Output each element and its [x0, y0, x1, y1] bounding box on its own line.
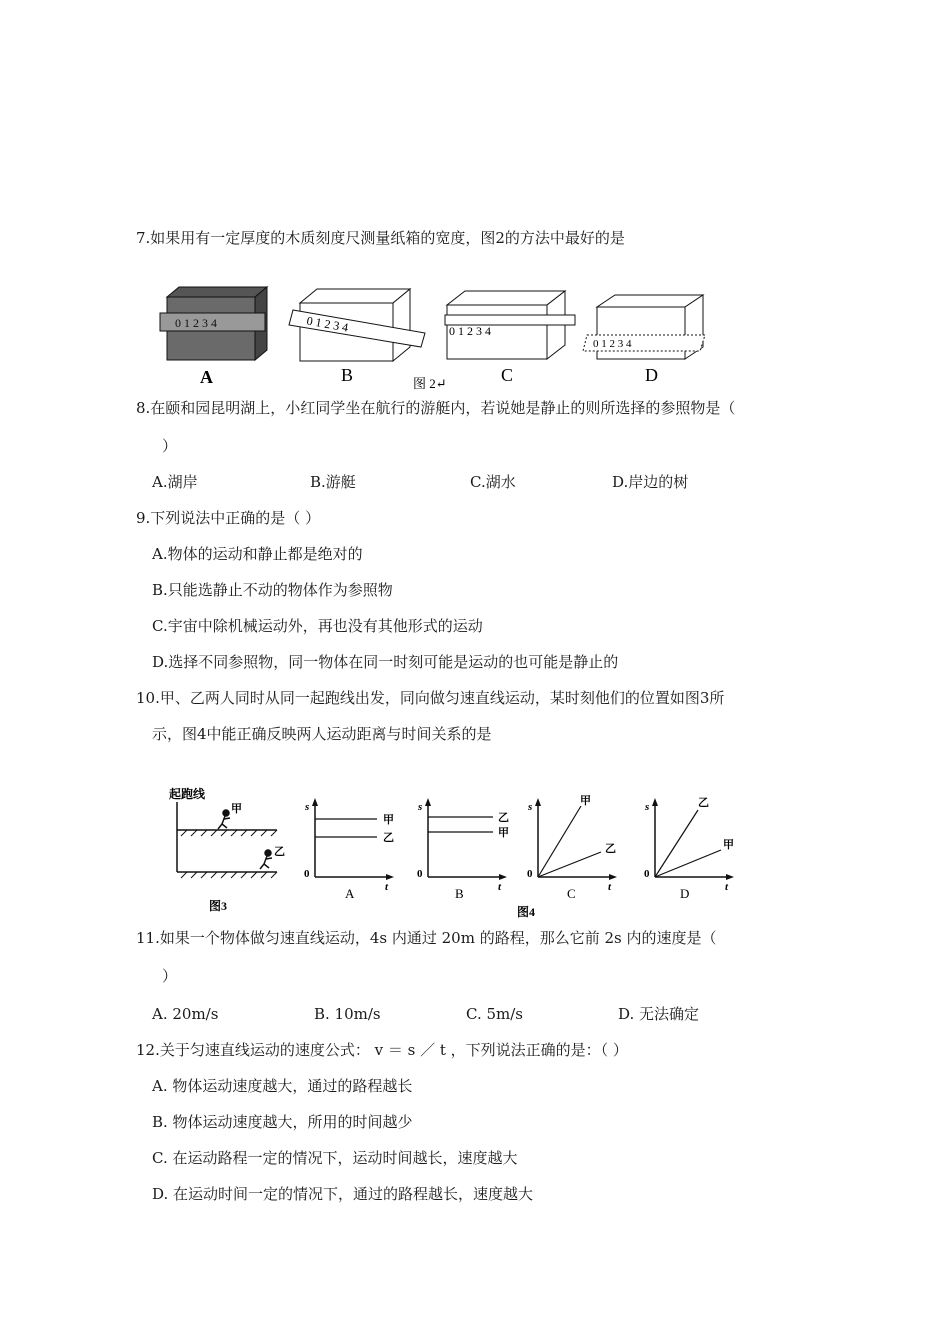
q11-option-c: C. 5m/s: [466, 1005, 523, 1023]
q12-option-d: D. 在运动时间一定的情况下，通过的路程越长，速度越大: [152, 1185, 534, 1203]
graph-b-top-label: 乙: [498, 812, 509, 824]
runner-jia-icon: [218, 810, 230, 829]
figure-2-option-d: [583, 295, 705, 385]
graph-d-origin: 0: [644, 868, 650, 880]
graph-a-origin: 0: [304, 868, 310, 880]
q11-option-b: B. 10m/s: [314, 1005, 381, 1023]
figure-2-option-a: [160, 287, 267, 387]
fig3-yi-label: 乙: [274, 846, 285, 858]
graph-b-t-label: t: [498, 881, 502, 893]
graph-c-t-label: t: [608, 881, 612, 893]
graph-a-label: A: [345, 886, 355, 901]
q7-stem: 7.如果用有一定厚度的木质刻度尺测量纸箱的宽度，图2的方法中最好的是: [136, 229, 625, 247]
graph-b-origin: 0: [417, 868, 423, 880]
q11-option-a: A. 20m/s: [152, 1005, 219, 1023]
figure-2-caption: 图 2↵: [413, 376, 447, 390]
q12-option-a: A. 物体运动速度越大，通过的路程越长: [152, 1077, 413, 1095]
svg-text:0 1 2 3 4: 0 1 2 3 4: [175, 316, 217, 330]
fig3-caption: 图3: [209, 899, 228, 913]
q12-option-b: B. 物体运动速度越大，所用的时间越少: [152, 1113, 413, 1131]
figure-4-graph-d: [644, 796, 734, 901]
graph-a-s-label: s: [305, 801, 310, 813]
q10-stem: 10.甲、乙两人同时从同一起跑线出发，同向做匀速直线运动，某时刻他们的位置如图3所: [136, 689, 725, 707]
graph-c-bottom-label: 乙: [605, 843, 616, 855]
graph-d-s-label: s: [645, 801, 650, 813]
graph-a-bottom-label: 乙: [383, 832, 394, 844]
figure-2-ruler-methods: [155, 285, 715, 390]
q9-option-c: C.宇宙中除机械运动外，再也没有其他形式的运动: [152, 617, 483, 635]
fig3-jia-label: 甲: [231, 803, 242, 815]
graph-c-origin: 0: [527, 868, 533, 880]
graph-c-top-label: 甲: [580, 795, 591, 807]
q11-option-d: D. 无法确定: [618, 1005, 700, 1023]
graph-d-top-label: 乙: [698, 797, 709, 809]
q10-stem-cont: 示，图4中能正确反映两人运动距离与时间关系的是: [152, 725, 492, 743]
figure-4-graph-b: [417, 798, 509, 901]
label-d: D: [645, 365, 658, 385]
graph-d-bottom-label: 甲: [723, 839, 734, 851]
graph-a-top-label: 甲: [383, 814, 394, 826]
graph-a-t-label: t: [385, 881, 389, 893]
q12-option-c: C. 在运动路程一定的情况下，运动时间越长，速度越大: [152, 1149, 518, 1167]
graph-d-label: D: [680, 886, 690, 901]
start-line-label: 起跑线: [169, 787, 206, 801]
graph-b-label: B: [455, 886, 464, 901]
graph-b-bottom-label: 甲: [498, 827, 509, 839]
figure-2-option-b: [289, 289, 425, 385]
figure-2-option-c: [445, 291, 575, 385]
figures-3-and-4: [165, 780, 745, 920]
graph-b-s-label: s: [418, 801, 423, 813]
figure-4-graph-a: [304, 798, 394, 901]
runner-yi-icon: [260, 850, 272, 869]
q9-option-d: D.选择不同参照物，同一物体在同一时刻可能是运动的也可能是静止的: [152, 653, 619, 671]
svg-text:0 1 2 3 4: 0 1 2 3 4: [593, 338, 632, 350]
graph-c-label: C: [567, 886, 576, 901]
q9-option-a: A.物体的运动和静止都是绝对的: [152, 545, 363, 563]
svg-text:0 1 2 3 4: 0 1 2 3 4: [449, 324, 491, 338]
q11-stem: 11.如果一个物体做匀速直线运动，4s 内通过 20m 的路程，那么它前 2s 内的速度是（: [136, 929, 717, 947]
q8-stem: 8.在颐和园昆明湖上，小红同学坐在航行的游艇内，若说她是静止的则所选择的参照物是（: [136, 399, 736, 417]
graph-c-s-label: s: [528, 801, 533, 813]
q8-option-b: B.游艇: [310, 473, 356, 491]
label-a: A: [200, 367, 213, 387]
label-b: B: [341, 365, 354, 385]
q9-option-b: B.只能选静止不动的物体作为参照物: [152, 581, 393, 599]
figure-4-graph-c: [527, 794, 617, 901]
fig4-caption: 图4: [517, 905, 536, 919]
q12-stem: 12.关于匀速直线运动的速度公式： v ＝ s ／ t ，下列说法正确的是：（ ）: [136, 1041, 628, 1059]
svg-text:0 1 2 3 4: 0 1 2 3 4: [305, 313, 350, 335]
figure-3-track: [169, 786, 285, 913]
label-c: C: [501, 365, 514, 385]
q8-option-c: C.湖水: [470, 473, 516, 491]
graph-d-t-label: t: [725, 881, 729, 893]
q8-stem-cont: ）: [162, 437, 178, 455]
q8-option-a: A.湖岸: [152, 473, 198, 491]
q9-stem: 9.下列说法中正确的是（ ）: [136, 509, 321, 527]
q11-stem-cont: ）: [162, 967, 178, 985]
q8-option-d: D.岸边的树: [612, 473, 689, 491]
